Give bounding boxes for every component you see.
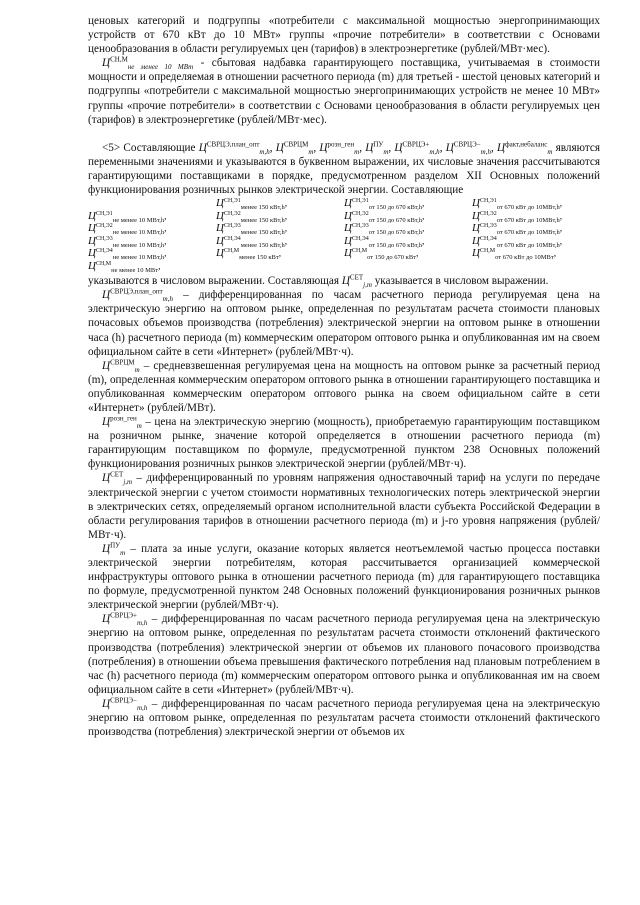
- grid-symbol: $Ц^{СН,Э1}_{от 150 до 670 кВт,h}$,: [344, 198, 425, 211]
- symbol: $Ц^{ПУ}_m$: [102, 541, 126, 558]
- grid-symbol: $Ц^{СН,Э2}_{от 150 до 670 кВт,h}$,: [344, 210, 425, 224]
- grid-symbol: $Ц^{СН,М}_{не менее 10 МВт}$,: [88, 260, 161, 274]
- grid-symbol: $Ц^{СН,Э4}_{от 670 кВт до 10МВт,h}$,: [472, 235, 563, 249]
- grid-symbol: $Ц^{СН,Э3}_{не менее 10 МВт,h}$,: [88, 235, 167, 249]
- symbol: $Ц^{розн\_ген}_m$: [319, 140, 360, 156]
- grid-empty: [344, 261, 472, 274]
- grid-symbol: $Ц^{СН,Э1}_{менее 150 кВт,h}$,: [216, 198, 288, 211]
- paragraph-1: ценовых категорий и подгруппы «потребители с максимальной мощностью энергопринимающих устройств от 670 кВт до 10 МВт» группы «прочие потребители» в соответствии с Основами ценообразования в области регулируемых цен (тарифов) в электроэнергетике (рублей/МВт·мес).: [88, 15, 600, 56]
- components-grid: [88, 198, 600, 273]
- symbol: $Ц^{СВРЦЭ+}_{m,h}$: [102, 611, 148, 628]
- definition-3: $Ц^{розн\_ген}_m$ – цена на электрическую энергию (мощность), приобретаемую гарантирующим поставщиком на розничном рынке, значение которой определяется в отношении расчетного периода (m) гарантирующим поставщиком по формуле, предусмотренной пунктом 238 Основных положений функционирования розничных рынков электрической энергии (рублей/МВт·ч).: [88, 414, 600, 471]
- grid-symbol: $Ц^{СН,Э4}_{не менее 10 МВт,h}$,: [88, 248, 167, 261]
- symbol: $Ц^{СВРЦМ}_m$: [102, 357, 140, 374]
- paragraph-2: $Ц^{СН,М}_{не менее 10 МВт}$ - сбытовая надбавка гарантирующего поставщика, учитываемая в стоимости мощности и определяемая в отношении расчетного периода (m) для третьей - шестой ценовых категорий и подгруппы «потребители с максимальной мощностью энергопринимающих устройств не менее 10 МВт» группы «прочие потребители» в соответствии с Основами ценообразования в области регулируемых цен (тарифов) в электроэнергетике (рублей/МВт·мес).: [88, 55, 600, 126]
- grid-symbol: $Ц^{СН,Э1}_{от 670 кВт до 10МВт,h}$,: [472, 198, 563, 211]
- paragraph-3-tail: указываются в числовом выражении. Составляющая $Ц^{СЕТ}_{j,m}$ указывается в числовом выражении.: [88, 273, 549, 290]
- symbol: $Ц^{СВРЦЭ+}_{m,h}$: [394, 140, 440, 156]
- symbol: $Ц^{СВРЦЭ-}_{m,h}$: [445, 140, 491, 156]
- definition-4: $Ц^{СЕТ}_{j,m}$ – дифференцированный по уровням напряжения одноставочный тариф на услуги по передаче электрической энергии с учетом стоимости нормативных технологических потерь электрической энергии в электрических сетях, определяемый органом исполнительной власти субъекта Российской Федерации в области регулирования тарифов в отношении расчетного периода (m) и j-го уровня напряжения (рублей/МВт·ч).: [88, 470, 600, 541]
- grid-symbol: $Ц^{СН,Э4}_{от 150 до 670 кВт,h}$,: [344, 235, 425, 249]
- symbol: $Ц^{СН,М}_{не менее 10 МВт}$: [102, 55, 194, 72]
- definition-5: $Ц^{ПУ}_m$ – плата за иные услуги, оказание которых является неотъемлемой частью процесса поставки электрической энергии потребителям, которая рассчитывается организацией коммерческой инфраструктуры оптового рынка в отношении расчетного периода (m) для гарантирующего поставщика по формуле, предусмотренной пунктом 248 Основных положений функционирования розничных рынков электрической энергии (рублей/МВт·ч).: [88, 541, 600, 612]
- grid-symbol: $Ц^{СН,Э3}_{от 150 до 670 кВт,h}$,: [344, 223, 425, 236]
- grid-symbol: $Ц^{СН,Э2}_{не менее 10 МВт,h}$,: [88, 223, 167, 236]
- definition-2: $Ц^{СВРЦМ}_m$ – средневзвешенная регулируемая цена на мощность на оптовом рынке за расчетный период (m), определенная коммерческим оператором оптового рынка в отношении гарантирующего поставщика и опубликованная коммерческим оператором оптового рынка на своем официальном сайте в сети «Интернет» (рублей/МВт).: [88, 357, 601, 414]
- document-page: [88, 14, 600, 739]
- symbol: $Ц^{ПУ}_m$: [365, 140, 389, 156]
- grid-symbol: $Ц^{СН,Э3}_{менее 150 кВт,h}$,: [216, 223, 288, 236]
- paragraph-3: <5> Составляющие $Ц^{СВРЦЭ,план\_опт}_{m,h}$, $Ц^{СВРЦМ}_m$, $Ц^{розн\_ген}_m$, $Ц^{ПУ}_m$, $Ц^{СВРЦЭ+}_{m,h}$, $Ц^{СВРЦЭ-}_{m,h}$, $Ц^{факт,небаланс}_m$ являются переменными значениями и указываются в буквенном выражении, их числовые значения рассчитываются гарантирующими поставщиками в порядке, предусмотренном разделом XII Основных положений функционирования розничных рынков электрической энергии. Составляющие: [88, 140, 600, 197]
- symbol: $Ц^{факт,небаланс}_m$: [496, 140, 553, 156]
- grid-empty: [472, 261, 600, 274]
- definition-6: $Ц^{СВРЦЭ+}_{m,h}$ – дифференцированная по часам расчетного периода регулируемая цена на электрическую энергию на оптовом рынке, определенная по результатам расчета стоимости отклонений фактического производства (потребления) электрической энергии от объемов их планового почасового производства (потребления) в отношении объема превышения фактического потребления над плановым потреблением в час (h) расчетного периода (m) коммерческим оператором оптового рынка и опубликованная им на своем официальном сайте в сети «Интернет» (рублей/МВт·ч).: [88, 611, 600, 696]
- definition-1: $Ц^{СВРЦЭ,план\_опт}_{m,h}$ – дифференцированная по часам расчетного периода регулируемая цена на электрическую энергию на оптовом рынке, определенная по результатам расчета стоимости плановых почасовых объемов производства (потребления) электрической энергии на оптовом рынке в отношении часа (h) расчетного периода (m) коммерческим оператором оптового рынка и опубликованная им на своем официальном сайте в сети «Интернет» (рублей/МВт·ч).: [88, 287, 601, 358]
- grid-empty: [88, 198, 216, 211]
- grid-symbol: $Ц^{СН,Э2}_{менее 150 кВт,h}$,: [216, 210, 288, 224]
- symbol: $Ц^{СВРЦЭ,план\_опт}_{m,h}$: [198, 140, 270, 156]
- grid-symbol: $Ц^{СН,Э4}_{менее 150 кВт,h}$,: [216, 235, 288, 249]
- symbol: $Ц^{СВРЦМ}_m$: [275, 140, 314, 156]
- spacer: [88, 127, 600, 141]
- symbol: $Ц^{СЕТ}_{j,m}$: [102, 470, 133, 487]
- grid-symbol: $Ц^{СН,М}_{менее 150 кВт}$,: [216, 248, 282, 261]
- symbol: $Ц^{СВРЦЭ-}_{m,h}$: [102, 696, 148, 713]
- grid-symbol: $Ц^{СН,М}_{от 150 до 670 кВт}$,: [344, 248, 419, 261]
- definition-7: $Ц^{СВРЦЭ-}_{m,h}$ – дифференцированная по часам расчетного периода регулируемая цена на электрическую энергию на оптовом рынке, определенная по результатам расчета стоимости отклонений фактического производства (потребления) электрической энергии от объемов их: [88, 696, 600, 739]
- symbol: $Ц^{СЕТ}_{j,m}$: [341, 273, 372, 290]
- grid-symbol: $Ц^{СН,М}_{от 670 кВт до 10МВт}$,: [472, 248, 557, 261]
- grid-symbol: $Ц^{СН,Э2}_{от 670 кВт до 10МВт,h}$,: [472, 210, 563, 224]
- grid-symbol: $Ц^{СН,Э1}_{не менее 10 МВт,h}$,: [88, 210, 167, 224]
- grid-empty: [216, 261, 344, 274]
- symbol: $Ц^{розн\_ген}_m$: [102, 414, 142, 431]
- grid-symbol: $Ц^{СН,Э3}_{от 670 кВт до 10МВт,h}$,: [472, 223, 563, 236]
- symbol: $Ц^{СВРЦЭ,план\_опт}_{m,h}$: [102, 287, 173, 304]
